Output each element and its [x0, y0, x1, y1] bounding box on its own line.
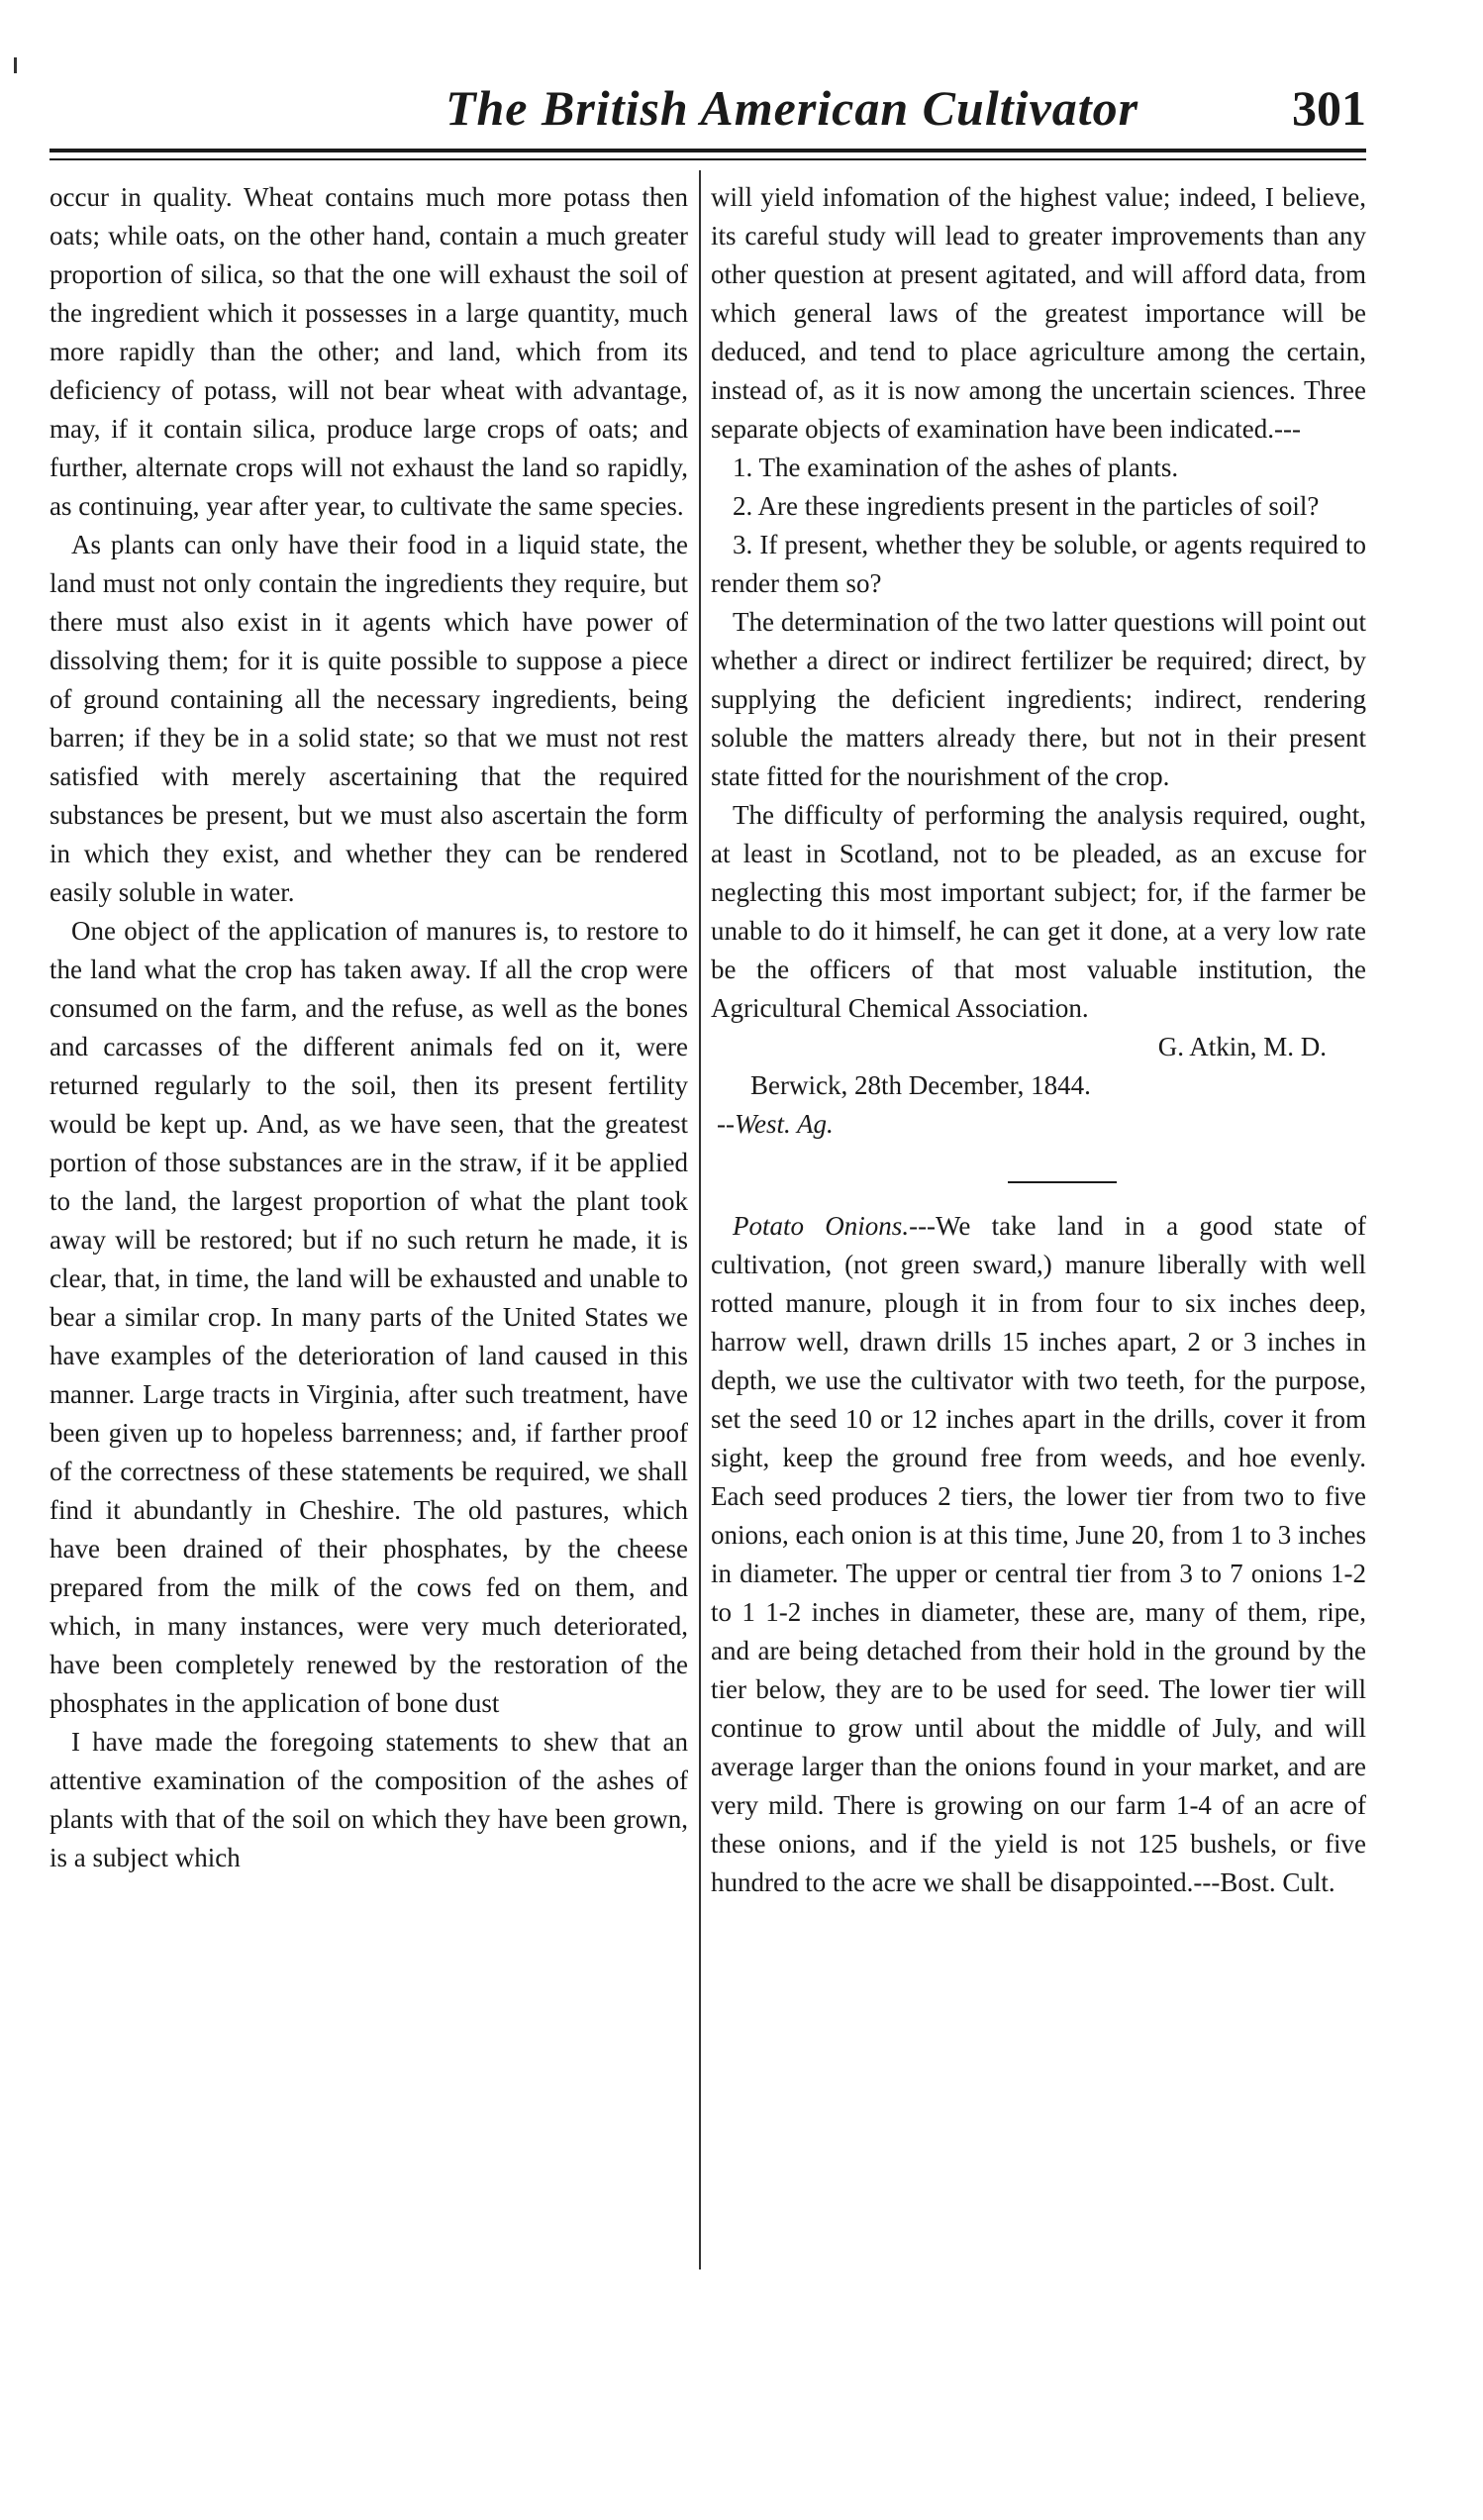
article-title: Potato Onions. [733, 1211, 910, 1241]
header-rule-thin [49, 158, 1366, 160]
list-item: 3. If present, whether they be soluble, or agents required to render them so? [711, 530, 1366, 598]
article-body: ---We take land in a good state of cultivation, (not green sward,) manure liberally with well rotted manure, plough it in from four to six inches deep, harrow well, drawn drills 15 inches apart, 2 or 3 inches in depth, we use the cultivator with two teeth, for the purpose, set the seed 10 or 12 inches apart in the drills, cover it from sight, keep the ground free from weeds, and hoe evenly. Each seed produces 2 tiers, the lower tier from two to five onions, each onion is at this time, June 20, from 1 to 3 inches in diameter. The upper or central tier from 3 to 7 onions 1-2 to 1 1-2 inches in diameter, these are, many of them, ripe, and are being detached from their hold in the ground by the tier below, they are to be used for seed. The lower tier will continue to grow until about the middle of July, and will average larger than the onions found in your market, and are very mild. There is growing on our farm 1-4 of an acre of these onions, and if the yield is not 125 bushels, or five hundred to the acre we shall be disappointed.---Bost. Cult. [711, 1211, 1366, 1897]
paragraph: will yield infomation of the highest value; indeed, I believe, its careful study will lead to greater improvements than any other question at present agitated, and will afford data, from which general laws of the greatest importance will be deduced, and tend to place agriculture among the certain, instead of, as it is now among the uncertain sciences. Three separate objects of examination have been indicated.--- [711, 182, 1366, 444]
left-column [49, 178, 688, 1877]
page-header [49, 79, 1366, 158]
margin-mark [14, 57, 17, 73]
column-divider [699, 170, 701, 2269]
paragraph: I have made the foregoing statements to shew that an attentive examination of the composition of the ashes of plants with that of the soil on which they have been grown, is a subject which [49, 1727, 688, 1872]
paragraph: The determination of the two latter questions will point out whether a direct or indirect fertilizer be required; direct, by supplying the deficient ingredients; indirect, rendering soluble the matters already there, but not in their present state fitted for the nourishment of the crop. [711, 607, 1366, 791]
paragraph: The difficulty of performing the analysis required, ought, at least in Scotland, not to be pleaded, as an excuse for neglecting this most important subject; for, if the farmer be unable to do it himself, he can get it done, at a very low rate be the officers of that most valuable institution, the Agricultural Chemical Association. [711, 800, 1366, 1023]
list-item: 1. The examination of the ashes of plants. [733, 453, 1179, 482]
signature-name: G. Atkin, M. D. [1157, 1032, 1327, 1061]
section-divider [1008, 1181, 1117, 1183]
paragraph: As plants can only have their food in a liquid state, the land must not only contain the ingredients they require, but there must also exist in it agents which have power of dissolving them; for it is quite possible to suppose a piece of ground containing all the necessary ingredients, being barren; if they be in a solid state; so that we must not rest satisfied with merely ascertaining that the required substances be present, but we must also ascertain the form in which they exist, and whether they can be rendered easily soluble in water. [49, 530, 688, 907]
right-column [711, 178, 1366, 1902]
paragraph: One object of the application of manures is, to restore to the land what the crop has taken away. If all the crop were consumed on the farm, and the refuse, as well as the bones and carcasses of the different animals fed on it, were returned regularly to the soil, then its present fertility would be kept up. And, as we have seen, that the greatest portion of those substances are in the straw, if it be applied to the land, the largest proportion of what the plant took away will be restored; but if no such return he made, it is clear, that, in time, the land will be exhausted and unable to bear a similar crop. In many parts of the United States we have examples of the deterioration of land caused in this manner. Large tracts in Virginia, after such treatment, have been given up to hopeless barrenness; and, if farther proof of the correctness of these statements be required, we shall find it abundantly in Cheshire. The old pastures, which have been drained of their phosphates, by the cheese prepared from the milk of the cows fed on them, and which, in many instances, were very much deteriorated, have been completely renewed by the restoration of the phosphates in the application of bone dust [49, 916, 688, 1718]
page-number: 301 [1292, 80, 1366, 136]
signature-source: --West. Ag. [717, 1109, 834, 1139]
article-potato-onions [711, 1207, 1366, 1902]
publication-title: The British American Cultivator [445, 80, 1139, 136]
list-item: 2. Are these ingredients present in the particles of soil? [733, 491, 1320, 521]
paragraph: occur in quality. Wheat contains much more potass then oats; while oats, on the other hand, contain a much greater proportion of silica, so that the one will exhaust the soil of the ingredient which it possesses in a large quantity, much more rapidly than the other; and land, which from its deficiency of potass, will not bear wheat with advantage, may, if it contain silica, produce large crops of oats; and further, alternate crops will not exhaust the land so rapidly, as continuing, year after year, to cultivate the same species. [49, 182, 688, 521]
header-rule-thick [49, 149, 1366, 152]
signature-place-date: Berwick, 28th December, 1844. [750, 1070, 1091, 1100]
